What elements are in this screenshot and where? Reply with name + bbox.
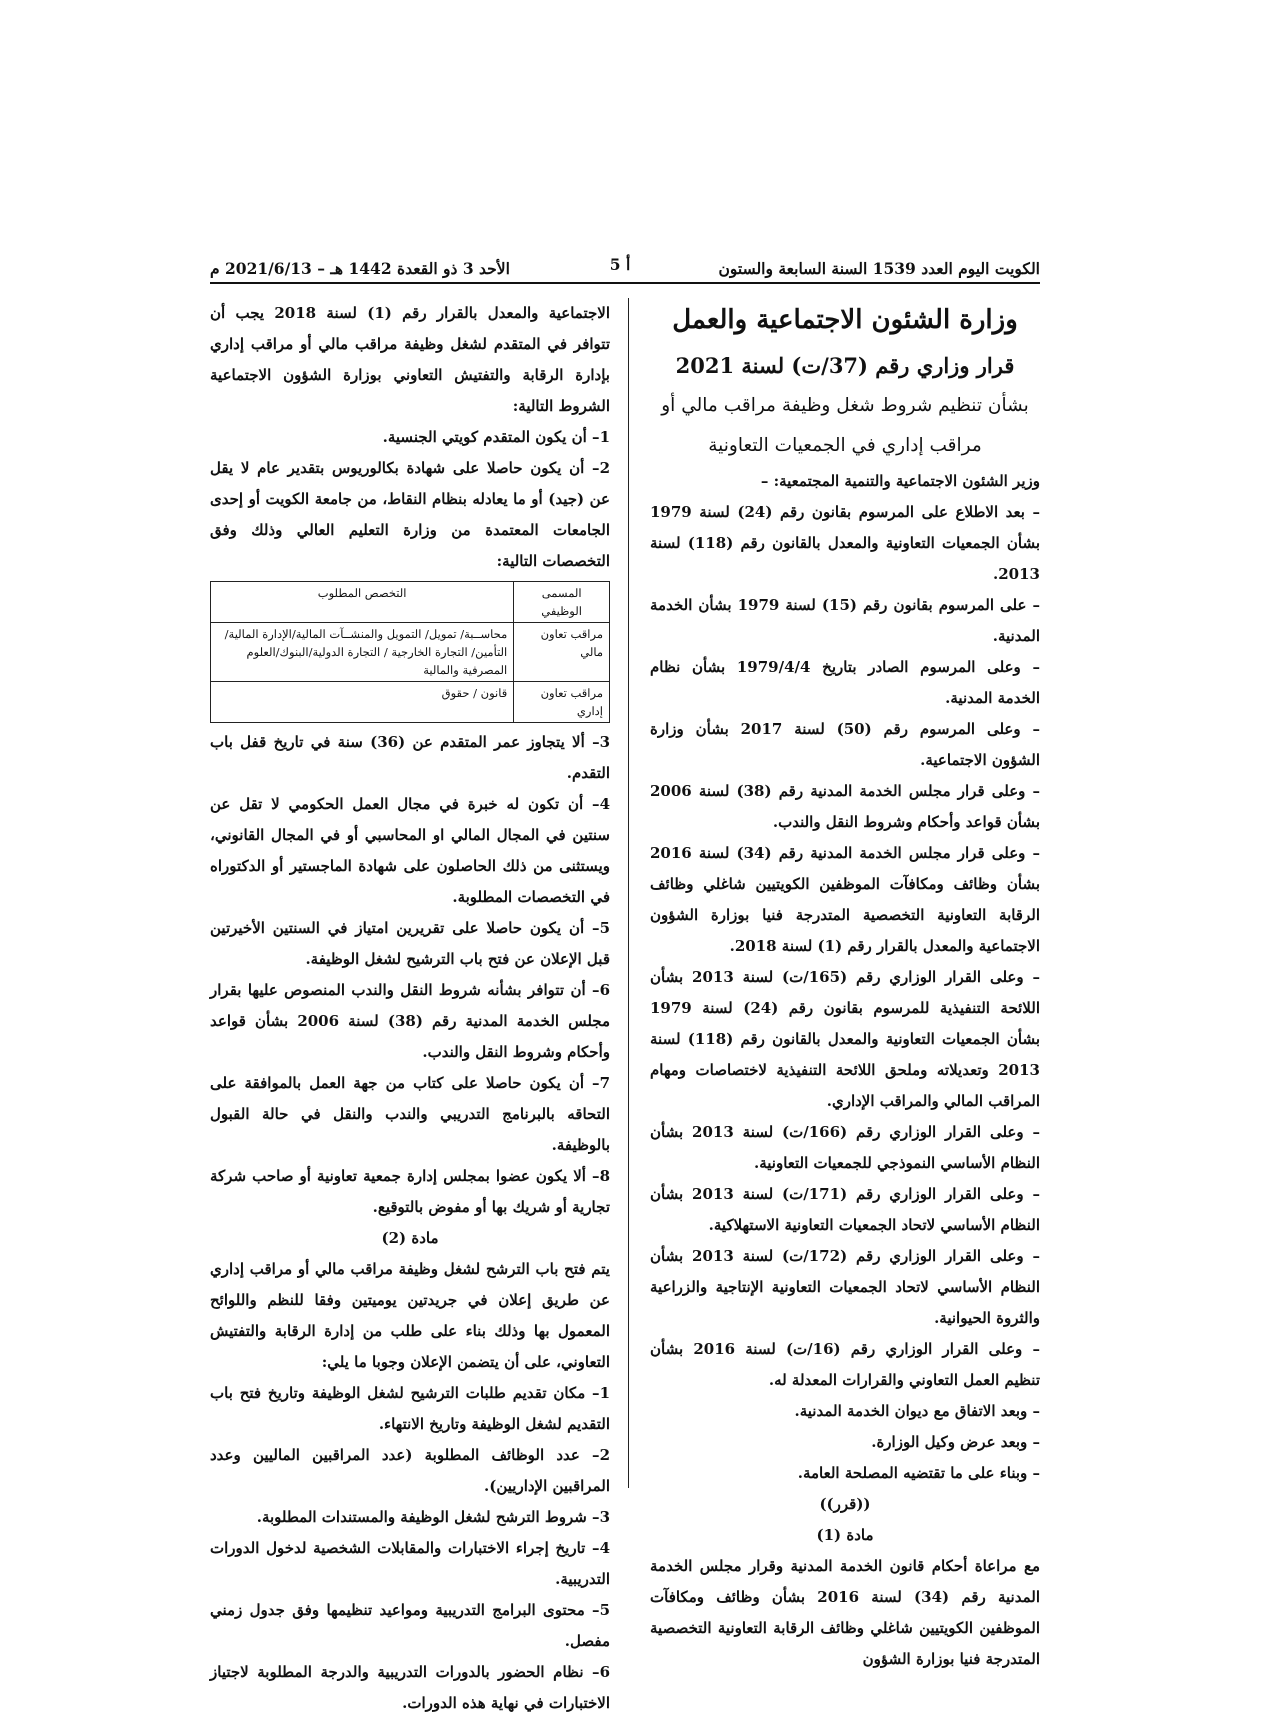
preamble-7: – وعلى القرار الوزاري رقم (165/ت) لسنة 2013 بشأن اللائحة التنفيذية للمرسوم بقانون رقم (24) لسنة 1979 بشأن الجمعيات التعاونية والمعدل بالقانون رقم (118) لسنة 2013 وتعديلاته وملحق اللائحة التنفيذية لاختصاصات ومهام المراقب المالي والمراقب الإداري. [650,968,1040,1110]
article-2-heading: مادة (2) [381,1229,439,1247]
header-page-number: أ 5 [609,255,631,274]
table-header-spec: التخصص المطلوب [211,582,514,623]
specializations-table [210,581,610,723]
preamble-10: – وعلى القرار الوزاري رقم (172/ت) لسنة 2013 بشأن النظام الأساسي لاتحاد الجمعيات التعاونية الإنتاجية والزراعية والثروة الحيوانية. [650,1247,1040,1327]
preamble-14: – وبناء على ما تقتضيه المصلحة العامة. [797,1464,1040,1482]
column-divider [628,298,629,1488]
header-date: الأحد 3 ذو القعدة 1442 هـ – 2021/6/13 م [210,258,510,278]
header-rule [210,282,1040,284]
article-1-continued: الاجتماعية والمعدل بالقرار رقم (1) لسنة 2018 يجب أن تتوافر في المتقدم لشغل وظيفة مراقب مالي أو مراقب إداري بإدارة الرقابة والتفتيش التعاوني بوزارة الشؤون الاجتماعية الشروط التالية: [210,304,611,415]
preamble-3: – وعلى المرسوم الصادر بتاريخ 1979/4/4 بشأن نظام الخدمة المدنية. [650,658,1040,707]
condition-8: 8– ألا يكون عضوا بمجلس إدارة جمعية تعاونية أو صاحب شركة تجارية أو شريك بها أو مفوض بالتوقيع. [210,1167,610,1216]
table-cell-spec: محاســبة/ تمويل/ التمويل والمنشــآت المالية/الإدارة المالية/ التأمين/ التجارة الخارجية / التجارة الدولية/البنوك/العلوم المصرفية والمالية [211,623,514,682]
preamble-6: – وعلى قرار مجلس الخدمة المدنية رقم (34) لسنة 2016 بشأن وظائف ومكافآت الموظفين الكويتيين شاغلي وظائف الرقابة التعاونية التخصصية المتدرجة فنيا بوزارة الشؤون الاجتماعية والمعدل بالقرار رقم (1) لسنة 2018. [650,844,1041,955]
table-row [211,682,610,723]
announcement-item-1: 1– مكان تقديم طلبات الترشيح لشغل الوظيفة وتاريخ فتح باب التقديم لشغل الوظيفة وتاريخ الانتهاء. [210,1384,610,1433]
header-issue: الكويت اليوم العدد 1539 السنة السابعة والستون [718,258,1040,278]
condition-6: 6– أن تتوافر بشأنه شروط النقل والندب المنصوص عليها بقرار مجلس الخدمة المدنية رقم (38) لسنة 2006 بشأن قواعد وأحكام وشروط النقل والندب. [210,981,611,1061]
condition-4: 4– أن تكون له خبرة في مجال العمل الحكومي لا تقل عن سنتين في المجال المالي او المحاسبي أو في المجال القانوني، ويستثنى من ذلك الحاصلون على شهادة الماجستير أو الدكتوراه في التخصصات المطلوبة. [210,795,610,906]
announcement-item-3: 3– شروط الترشح لشغل الوظيفة والمستندات المطلوبة. [256,1508,610,1526]
decree-title: قرار وزاري رقم (37/ت) لسنة 2021 [675,353,1015,378]
preamble-9: – وعلى القرار الوزاري رقم (171/ت) لسنة 2013 بشأن النظام الأساسي لاتحاد الجمعيات التعاونية الاستهلاكية. [650,1185,1040,1234]
condition-2: 2– أن يكون حاصلا على شهادة بكالوريوس بتقدير عام لا يقل عن (جيد) أو ما يعادله بنظام النقاط، من جامعة الكويت أو إحدى الجامعات المعتمدة من وزارة التعليم العالي وذلك وفق التخصصات التالية: [210,459,610,570]
announcement-item-4: 4– تاريخ إجراء الاختبارات والمقابلات الشخصية لدخول الدورات التدريبية. [210,1539,610,1588]
announcement-item-5: 5– محتوى البرامج التدريبية ومواعيد تنظيمها وفق جدول زمني مفصل. [210,1601,610,1650]
page-header [210,255,1040,281]
article-1-text: مع مراعاة أحكام قانون الخدمة المدنية وقرار مجلس الخدمة المدنية رقم (34) لسنة 2016 بشأن وظائف ومكافآت الموظفين الكويتيين شاغلي وظائف الرقابة التعاونية التخصصية المتدرجة فنيا بوزارة الشؤون [650,1557,1041,1668]
table-header-row [211,582,610,623]
preamble-5: – وعلى قرار مجلس الخدمة المدنية رقم (38) لسنة 2006 بشأن قواعد وأحكام وشروط النقل والندب. [650,782,1041,831]
decree-subject-line-1: بشأن تنظيم شروط شغل وظيفة مراقب مالي أو [661,395,1029,416]
condition-7: 7– أن يكون حاصلا على كتاب من جهة العمل بالموافقة على التحاقه بالبرنامج التدريبي والندب والنقل في حالة القبول بالوظيفة. [210,1074,610,1154]
condition-5: 5– أن يكون حاصلا على تقريرين امتياز في السنتين الأخيرتين قبل الإعلان عن فتح باب الترشيح لشغل الوظيفة. [210,919,610,968]
announcement-item-6: 6– نظام الحضور بالدورات التدريبية والدرجة المطلوبة لاجتياز الاختبارات في نهاية هذه الدورات. [210,1663,610,1712]
preamble-4: – وعلى المرسوم رقم (50) لسنة 2017 بشأن وزارة الشؤون الاجتماعية. [650,720,1040,769]
preamble-1: – بعد الاطلاع على المرسوم بقانون رقم (24) لسنة 1979 بشأن الجمعيات التعاونية والمعدل بالقانون رقم (118) لسنة 2013. [650,503,1040,583]
table-cell-title: مراقب تعاون إداري [514,682,610,723]
decree-subject-line-2: مراقب إداري في الجمعيات التعاونية [708,435,982,456]
table-cell-spec: قانون / حقوق [211,682,514,723]
article-1-heading: مادة (1) [816,1526,874,1544]
preamble-12: – وبعد الاتفاق مع ديوان الخدمة المدنية. [794,1402,1040,1420]
decides-heading: ((قرر)) [819,1495,871,1513]
ministry-title: وزارة الشئون الاجتماعية والعمل [672,305,1018,335]
condition-1: 1– أن يكون المتقدم كويتي الجنسية. [382,428,610,446]
preamble-13: – وبعد عرض وكيل الوزارة. [871,1433,1040,1451]
preamble-2: – على المرسوم بقانون رقم (15) لسنة 1979 بشأن الخدمة المدنية. [650,596,1041,645]
minister-line: وزير الشئون الاجتماعية والتنمية المجتمعية: – [760,472,1040,490]
table-cell-title: مراقب تعاون مالي [514,623,610,682]
table-header-title: المسمى الوظيفي [514,582,610,623]
condition-3: 3– ألا يتجاوز عمر المتقدم عن (36) سنة في تاريخ قفل باب التقدم. [210,733,611,782]
preamble-8: – وعلى القرار الوزاري رقم (166/ت) لسنة 2013 بشأن النظام الأساسي النموذجي للجمعيات التعاونية. [650,1123,1040,1172]
right-column [650,298,1040,1675]
preamble-11: – وعلى القرار الوزاري رقم (16/ت) لسنة 2016 بشأن تنظيم العمل التعاوني والقرارات المعدلة له. [650,1340,1040,1389]
table-row [211,623,610,682]
left-column [210,298,610,1719]
announcement-item-2: 2– عدد الوظائف المطلوبة (عدد المراقبين الماليين وعدد المراقبين الإداريين). [210,1446,610,1495]
article-2-text: يتم فتح باب الترشح لشغل وظيفة مراقب مالي أو مراقب إداري عن طريق إعلان في جريدتين يوميتين وفقا للنظم واللوائح المعمول بها وذلك بناء على طلب من إدارة الرقابة والتفتيش التعاوني، على أن يتضمن الإعلان وجوبا ما يلي: [210,1260,610,1371]
